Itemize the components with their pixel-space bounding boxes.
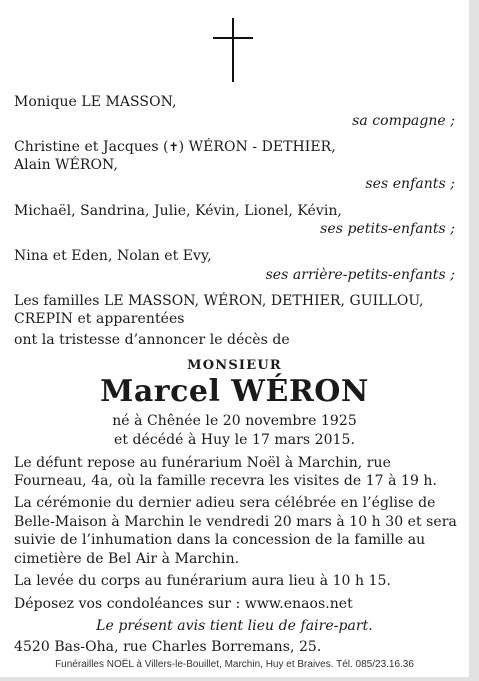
grandchildren-role: ses petits-enfants ; — [320, 221, 455, 237]
deceased-name: Marcel WÉRON — [100, 374, 369, 409]
great-grandchildren-role: ses arrière-petits-enfants ; — [265, 267, 455, 283]
detail-line-2: Fourneau, 4a, où la famille recevra les visites de 17 à 19 h. — [14, 473, 437, 489]
detail-line-4: Belle-Maison à Marchin le vendredi 20 mars à 10 h 30 et sera — [14, 514, 457, 530]
detail-line-1: Le défunt repose au funérarium Noël à Marchin, rue — [14, 455, 391, 471]
children-line-1-before: Christine et Jacques ( — [14, 139, 169, 155]
cross-icon — [213, 18, 253, 82]
page-edge-bottom — [0, 677, 479, 681]
announce-text: ont la tristesse d’annoncer le décès de — [14, 332, 290, 348]
page-edge-right — [469, 0, 479, 681]
detail-line-3: La cérémonie du dernier adieu sera célébrée en l’église de — [14, 495, 436, 511]
faire-part-notice: Le présent avis tient lieu de faire-part. — [96, 618, 373, 634]
partner-role: sa compagne ; — [352, 113, 455, 129]
condolences-line: Déposez vos condoléances sur : www.enaos.net — [14, 596, 353, 612]
partner-name: Monique LE MASSON, — [14, 94, 177, 110]
great-grandchildren-names: Nina et Eden, Nolan et Evy, — [14, 248, 212, 264]
families-line-2: CREPIN et apparentées — [14, 311, 185, 327]
deceased-mark-icon: ✝ — [168, 140, 179, 154]
children-line-1-after: ) WÉRON - DETHIER, — [178, 139, 336, 155]
detail-line-6: cimetière de Bel Air à Marchin. — [14, 551, 240, 567]
children-line-2: Alain WÉRON, — [14, 157, 118, 173]
deceased-title: MONSIEUR — [187, 358, 282, 373]
children-role: ses enfants ; — [365, 176, 455, 192]
detail-line-5: suivie de l’inhumation dans la concession de la famille au — [14, 532, 426, 548]
death-info: et décédé à Huy le 17 mars 2015. — [114, 432, 355, 448]
birth-info: né à Chênée le 20 novembre 1925 — [112, 413, 357, 429]
grandchildren-names: Michaël, Sandrina, Julie, Kévin, Lionel, Kévin, — [14, 203, 342, 219]
detail-line-7: La levée du corps au funérarium aura lieu à 10 h 15. — [14, 573, 391, 589]
address-line: 4520 Bas-Oha, rue Charles Borremans, 25. — [14, 639, 322, 655]
children-line-1 — [14, 138, 336, 156]
families-line-1: Les familles LE MASSON, WÉRON, DETHIER, GUILLOU, — [14, 293, 424, 309]
funeral-home-footer: Funérailles NOËL à Villers-le-Bouillet, Marchin, Huy et Braives. Tél. 085/23.16.36 — [55, 659, 414, 670]
